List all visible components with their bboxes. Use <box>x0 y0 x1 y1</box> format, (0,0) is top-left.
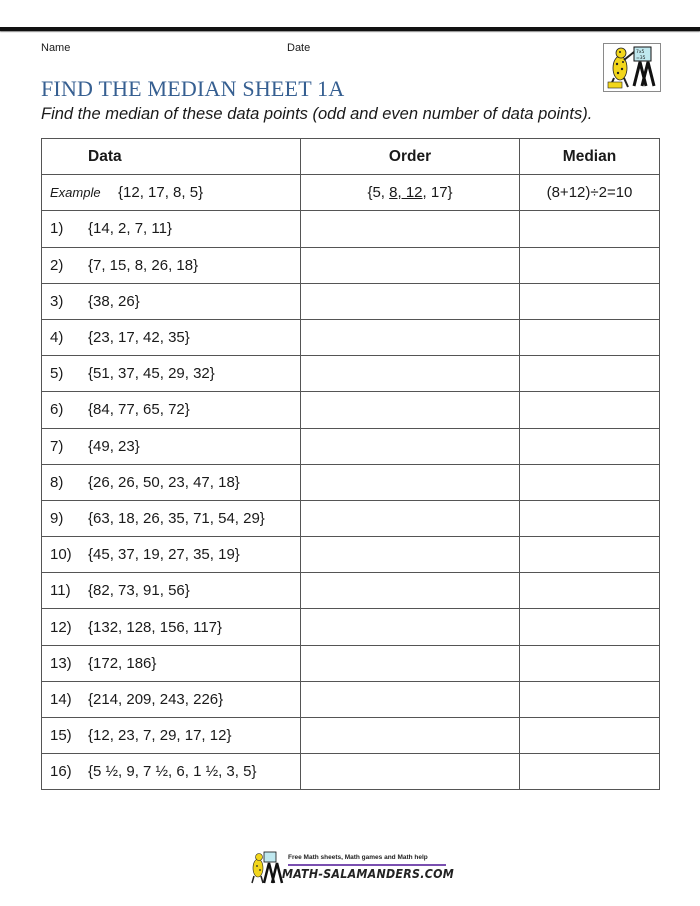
order-answer-cell[interactable] <box>301 464 520 500</box>
question-row <box>42 392 660 428</box>
salamander-at-easel-icon <box>604 44 660 91</box>
question-data: {5 ½, 9, 7 ½, 6, 1 ½, 3, 5} <box>88 763 257 781</box>
median-answer-cell[interactable] <box>520 609 660 645</box>
question-data-cell <box>42 573 301 609</box>
example-label: Example <box>50 185 101 201</box>
question-number: 12) <box>50 618 72 636</box>
date-label: Date <box>287 42 311 54</box>
order-answer-cell[interactable] <box>301 211 520 247</box>
question-data: {82, 73, 91, 56} <box>88 582 190 600</box>
question-data: {51, 37, 45, 29, 32} <box>88 365 215 383</box>
question-number: 16) <box>50 763 72 781</box>
question-row <box>42 283 660 319</box>
question-data: {7, 15, 8, 26, 18} <box>88 256 199 274</box>
question-row <box>42 247 660 283</box>
question-data-cell <box>42 645 301 681</box>
svg-text:=35: =35 <box>636 56 646 61</box>
median-answer-cell[interactable] <box>520 392 660 428</box>
column-header-data: Data <box>42 139 301 175</box>
order-answer-cell[interactable] <box>301 392 520 428</box>
example-order-suffix: , 17} <box>422 184 453 202</box>
question-data: {26, 26, 50, 23, 47, 18} <box>88 473 240 491</box>
question-number: 8) <box>50 473 64 491</box>
question-data: {14, 2, 7, 11} <box>88 220 172 238</box>
column-header-median: Median <box>520 139 660 175</box>
question-data: {63, 18, 26, 35, 71, 54, 29} <box>88 509 265 527</box>
question-data: {132, 128, 156, 117} <box>88 618 223 636</box>
column-header-order: Order <box>301 139 520 175</box>
question-data-cell <box>42 754 301 790</box>
order-answer-cell[interactable] <box>301 609 520 645</box>
question-row <box>42 428 660 464</box>
order-answer-cell[interactable] <box>301 537 520 573</box>
logo <box>603 43 661 92</box>
question-row <box>42 500 660 536</box>
question-number: 2) <box>50 256 64 274</box>
question-data: {45, 37, 19, 27, 35, 19} <box>88 546 240 564</box>
question-row <box>42 211 660 247</box>
top-rule <box>0 27 700 31</box>
question-data: {172, 186} <box>88 654 157 672</box>
median-answer-cell[interactable] <box>520 428 660 464</box>
question-number: 15) <box>50 727 72 745</box>
median-answer-cell[interactable] <box>520 464 660 500</box>
median-answer-cell[interactable] <box>520 211 660 247</box>
question-data: {23, 17, 42, 35} <box>88 329 190 347</box>
question-row <box>42 356 660 392</box>
instructions: Find the median of these data points (odd and even number of data points). <box>41 105 593 123</box>
footer-tagline: Free Math sheets, Math games and Math help <box>288 854 428 861</box>
question-data-cell <box>42 681 301 717</box>
question-number: 14) <box>50 690 72 708</box>
order-answer-cell[interactable] <box>301 500 520 536</box>
footer-site-name: MATH-SALAMANDERS.COM <box>282 867 455 881</box>
question-data-cell <box>42 392 301 428</box>
question-data: {49, 23} <box>88 437 140 455</box>
median-answer-cell[interactable] <box>520 319 660 355</box>
worksheet-table <box>41 138 660 790</box>
table-header-row <box>42 139 660 175</box>
footer-salamander-icon <box>250 851 286 885</box>
median-answer-cell[interactable] <box>520 247 660 283</box>
median-answer-cell[interactable] <box>520 645 660 681</box>
question-data: {38, 26} <box>88 292 140 310</box>
question-row <box>42 681 660 717</box>
order-answer-cell[interactable] <box>301 681 520 717</box>
order-answer-cell[interactable] <box>301 247 520 283</box>
question-row <box>42 718 660 754</box>
svg-text:7x5: 7x5 <box>636 50 645 55</box>
question-row <box>42 537 660 573</box>
question-number: 6) <box>50 401 64 419</box>
order-answer-cell[interactable] <box>301 573 520 609</box>
question-row <box>42 645 660 681</box>
footer-divider <box>288 864 446 866</box>
question-number: 4) <box>50 329 64 347</box>
question-number: 13) <box>50 654 72 672</box>
question-data: {84, 77, 65, 72} <box>88 401 190 419</box>
question-number: 9) <box>50 509 64 527</box>
question-number: 11) <box>50 582 71 600</box>
example-order-middle-values: 8, 12 <box>389 184 423 202</box>
question-data-cell <box>42 464 301 500</box>
order-answer-cell[interactable] <box>301 356 520 392</box>
order-answer-cell[interactable] <box>301 283 520 319</box>
question-data-cell <box>42 247 301 283</box>
order-answer-cell[interactable] <box>301 754 520 790</box>
median-answer-cell[interactable] <box>520 718 660 754</box>
question-row <box>42 464 660 500</box>
median-answer-cell[interactable] <box>520 500 660 536</box>
page-title: FIND THE MEDIAN SHEET 1A <box>41 76 345 101</box>
order-answer-cell[interactable] <box>301 645 520 681</box>
question-data: {214, 209, 243, 226} <box>88 690 224 708</box>
question-number: 7) <box>50 437 64 455</box>
example-data-cell <box>42 175 301 211</box>
example-order-cell <box>301 175 520 211</box>
question-data: {12, 23, 7, 29, 17, 12} <box>88 727 232 745</box>
question-data-cell <box>42 500 301 536</box>
median-answer-cell[interactable] <box>520 356 660 392</box>
example-data: {12, 17, 8, 5} <box>118 184 204 202</box>
name-label: Name <box>41 42 71 54</box>
example-row <box>42 175 660 211</box>
question-data-cell <box>42 537 301 573</box>
question-number: 10) <box>50 546 72 564</box>
question-row <box>42 319 660 355</box>
order-answer-cell[interactable] <box>301 428 520 464</box>
example-order-prefix: {5, <box>367 184 390 202</box>
order-answer-cell[interactable] <box>301 718 520 754</box>
question-data-cell <box>42 609 301 645</box>
order-answer-cell[interactable] <box>301 319 520 355</box>
question-number: 1) <box>50 220 64 238</box>
question-data-cell <box>42 356 301 392</box>
median-answer-cell[interactable] <box>520 573 660 609</box>
median-answer-cell[interactable] <box>520 754 660 790</box>
median-answer-cell[interactable] <box>520 283 660 319</box>
question-row <box>42 754 660 790</box>
question-data-cell <box>42 319 301 355</box>
footer-logo <box>250 851 455 885</box>
question-number: 5) <box>50 365 64 383</box>
median-answer-cell[interactable] <box>520 537 660 573</box>
question-data-cell <box>42 428 301 464</box>
question-data-cell <box>42 718 301 754</box>
question-row <box>42 609 660 645</box>
question-number: 3) <box>50 292 64 310</box>
example-median-cell: (8+12)÷2=10 <box>520 175 660 211</box>
median-answer-cell[interactable] <box>520 681 660 717</box>
question-data-cell <box>42 211 301 247</box>
question-data-cell <box>42 283 301 319</box>
question-row <box>42 573 660 609</box>
